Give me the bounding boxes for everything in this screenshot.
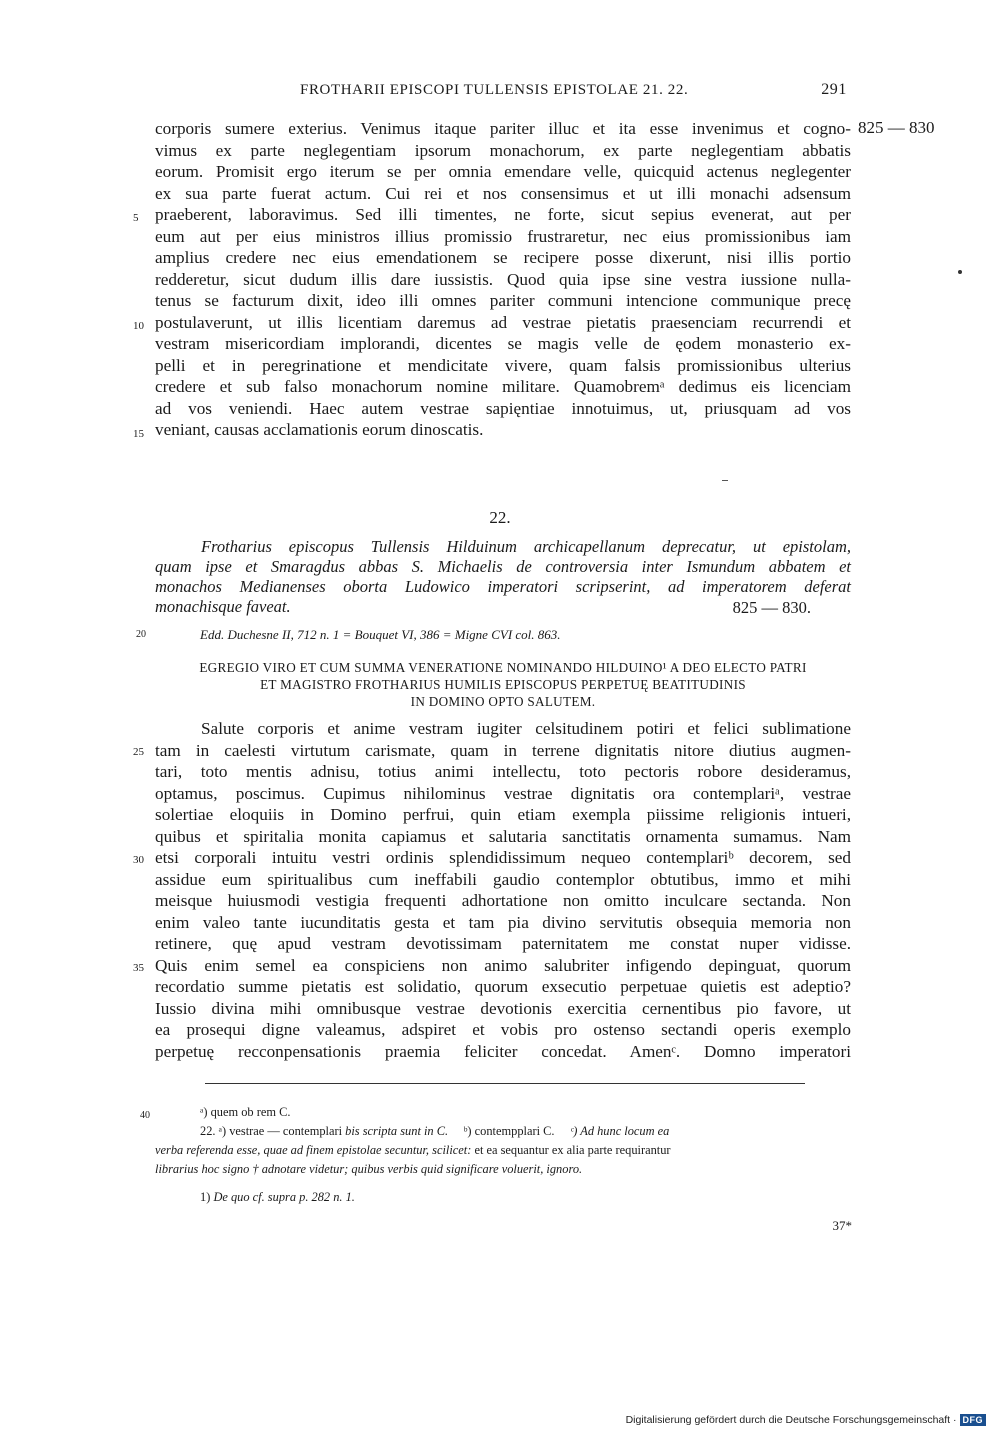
text-line: ea prosequi digne valeamus, adspiret et vobis pro ostenso sectandi operis exemplo (155, 1020, 851, 1039)
signature-mark: 37* (832, 1218, 852, 1233)
text-line: vestram misericordiam implorandi, dicentes se magis velle de ęodem monasterio ex- (155, 334, 851, 353)
margin-date: 825 — 830 (858, 118, 935, 137)
footnote-22 (155, 1122, 851, 1141)
text-line: meisque huiusmodi vestigia frequenti adhortatione non omitto inculcare sectanda. Non (155, 891, 851, 910)
editions-note: Edd. Duchesne II, 712 n. 1 = Bouquet VI, 386 = Migne CVI col. 863. (200, 627, 561, 642)
text-line: enim valeo tante iucunditatis gesta et tam pia divino servitutis obsequia memoria non (155, 912, 851, 932)
summary-line: Frotharius episcopus Tullensis Hilduinum archicapellanum deprecatur, ut epistolam, (201, 537, 851, 556)
running-title: FROTHARII EPISCOPI TULLENSIS EPISTOLAE 21. 22. (300, 82, 689, 98)
text-line: tenus se facturum dixit, ideo illi omnes pariter communi intencione communique precę (155, 291, 851, 310)
footnote-22-c: ᶜ) Ad hunc locum ea (570, 1124, 670, 1138)
text-line: corporis sumere exterius. Venimus itaque pariter illuc et ita esse invenimus et cogno- (155, 119, 851, 138)
line-number: 30 (133, 854, 144, 866)
summary-line: monachisque faveat. (155, 597, 291, 616)
footnote-1-text: De quo cf. supra p. 282 n. 1. (213, 1190, 355, 1204)
dfg-logo: DFG (960, 1414, 987, 1426)
text-line: ad vos veniendi. Haec autem vestrae sapięntiae innotuimus, ut, priusquam ad vos (155, 398, 851, 418)
print-speck (958, 270, 962, 274)
footnote-22-b: ᵇ) contempplari C. (463, 1124, 555, 1138)
line-number: 40 (140, 1110, 150, 1121)
salutation-address (155, 659, 851, 710)
text-line: credere et sub falso monachorum nomine militare. Quamobremᵃ dedimus eis licenciam (155, 377, 851, 396)
letter-summary (155, 537, 851, 617)
summary-line: quam ipse et Smaragdus abbas S. Michaelis de controversia inter Ismundum abbatem et (155, 557, 851, 576)
text-line: postulaverunt, ut illis licentiam daremus ad vestrae pietatis praesenciam recurrendi et (155, 312, 851, 332)
footnote-22-cont-italic: verba referenda esse, quae ad finem epistolae secuntur, scilicet: (155, 1143, 472, 1157)
text-line: tam in caelesti virtutum carismate, quam in terrene dignitatis nitore diutius augmen- (155, 740, 851, 760)
summary-line: monachos Medianenses oborta Ludowico imperatori scripserint, ad imperatorem deferat (155, 577, 851, 596)
text-line: recordatio summe pietatis est solidatio, quorum exsecutio perpetuae quietis est adeptio? (155, 977, 851, 996)
text-line: assidue eum spiritualibus cum ineffabili gaudio contemplor obtutibus, immo et mihi (155, 869, 851, 889)
text-line: eum aut per eius ministros illius promissio frustraretur, nec eius promissionibus iam (155, 226, 851, 246)
text-line: praeberent, laboravimus. Sed illi timentes, ne forte, sicut sepius evenerat, aut per (155, 205, 851, 224)
text-line: Iussio divina mihi omnibusque vestrae devotionis exercitia cernentibus pio favore, ut (155, 998, 851, 1018)
text-line: vimus ex parte neglegentiam ipsorum monachorum, ex parte neglegentiam abbatis (155, 140, 851, 160)
footnote-rule (205, 1083, 805, 1084)
line-number: 10 (133, 320, 144, 332)
summary-date: 825 — 830. (732, 598, 811, 617)
address-line: IN DOMINO OPTO SALUTEM. (410, 694, 596, 709)
footnotes (155, 1103, 851, 1207)
letter-21-text (155, 118, 851, 441)
footnote-22-a: 22. ᵃ) vestrae — contemplari (200, 1124, 343, 1138)
text-line: retinere, quę apud vestram devotissimam paternitatem me constat nuper vidisse. (155, 934, 851, 953)
print-speck (722, 480, 728, 481)
credit-text: Digitalisierung gefördert durch die Deutsche Forschungsgemeinschaft · (625, 1414, 957, 1426)
text-line: eorum. Promisit ergo iterum se per omnia emendare velle, quicquid actenus neglegenter (155, 162, 851, 181)
text-line: redderetur, sicut dudum illis dare iussistis. Quod quia ipse sine vestra iussione nulla- (155, 269, 851, 289)
address-line: EGREGIO VIRO ET CUM SUMMA VENERATIONE NOMINANDO HILDUINO¹ A DEO ELECTO PATRI (199, 660, 807, 675)
text-line: quibus et spiritalia monita capiamus et salutaria sanctitatis ornamenta sumamus. Nam (155, 826, 851, 846)
line-number: 20 (136, 629, 146, 640)
text-line: Salute corporis et anime vestram iugiter celsitudinem potiri et felici sublimatione (201, 719, 851, 738)
text-line: perpetuę recconpensationis praemia feliciter concedat. Amenᶜ. Domno imperatori (155, 1041, 851, 1061)
letter-number: 22. (489, 508, 511, 527)
footnote-1-num: 1) (200, 1190, 211, 1204)
text-line: etsi corporali intuitu vestri ordinis splendidissimum nequeo contemplariᵇ decorem, sed (155, 848, 851, 867)
page-number: 291 (821, 81, 847, 98)
text-line: optamus, poscimus. Cupimus nihilominus vestrae dignitatis ora contemplariᵃ, vestrae (155, 783, 851, 803)
letter-22-text (155, 718, 851, 1062)
text-line: ex sua parte fuerat actum. Cui rei et nos consensimus et ut illi monachi adsensum (155, 183, 851, 203)
line-number: 15 (133, 428, 144, 440)
footnote-a-21: ᵃ) quem ob rem C. (200, 1105, 291, 1119)
text-line: solertiae eloquiis in Domino perfrui, quin etiam exempla piissime religionis intueri, (155, 805, 851, 824)
text-line: Quis enim semel ea conspiciens non animo salubriter infigendo depinguat, quorum (155, 955, 851, 975)
line-number: 25 (133, 746, 144, 758)
text-line: tari, toto mentis adnisu, totius animi intellectu, toto pectoris robore desideramus, (155, 762, 851, 781)
footnote-22-cont (155, 1141, 851, 1160)
digitization-credit (626, 1414, 986, 1426)
text-line: veniant, causas acclamationis eorum dinoscatis. (155, 420, 484, 439)
address-line: ET MAGISTRO FROTHARIUS HUMILIS EPISCOPUS PERPETUĘ BEATITUDINIS (260, 677, 746, 692)
footnote-22-a-remark: bis scripta sunt in C. (345, 1124, 449, 1138)
footnote-22-line3: librarius hoc signo † adnotare videtur; quibus verbis quid significare voluerit, ignoro. (155, 1162, 583, 1176)
line-number: 35 (133, 962, 144, 974)
running-header (155, 78, 855, 102)
line-number: 5 (133, 212, 139, 224)
text-line: amplius credere nec eius emendationem se recipere posse dixerunt, nisi illis portio (155, 248, 851, 267)
footnote-1 (155, 1188, 851, 1207)
footnote-22-cont-normal: et ea sequantur ex alia parte requirantur (474, 1143, 671, 1157)
text-line: pelli et in peregrinatione et mendicitate vivere, quam falsis promissionibus ulterius (155, 355, 851, 375)
